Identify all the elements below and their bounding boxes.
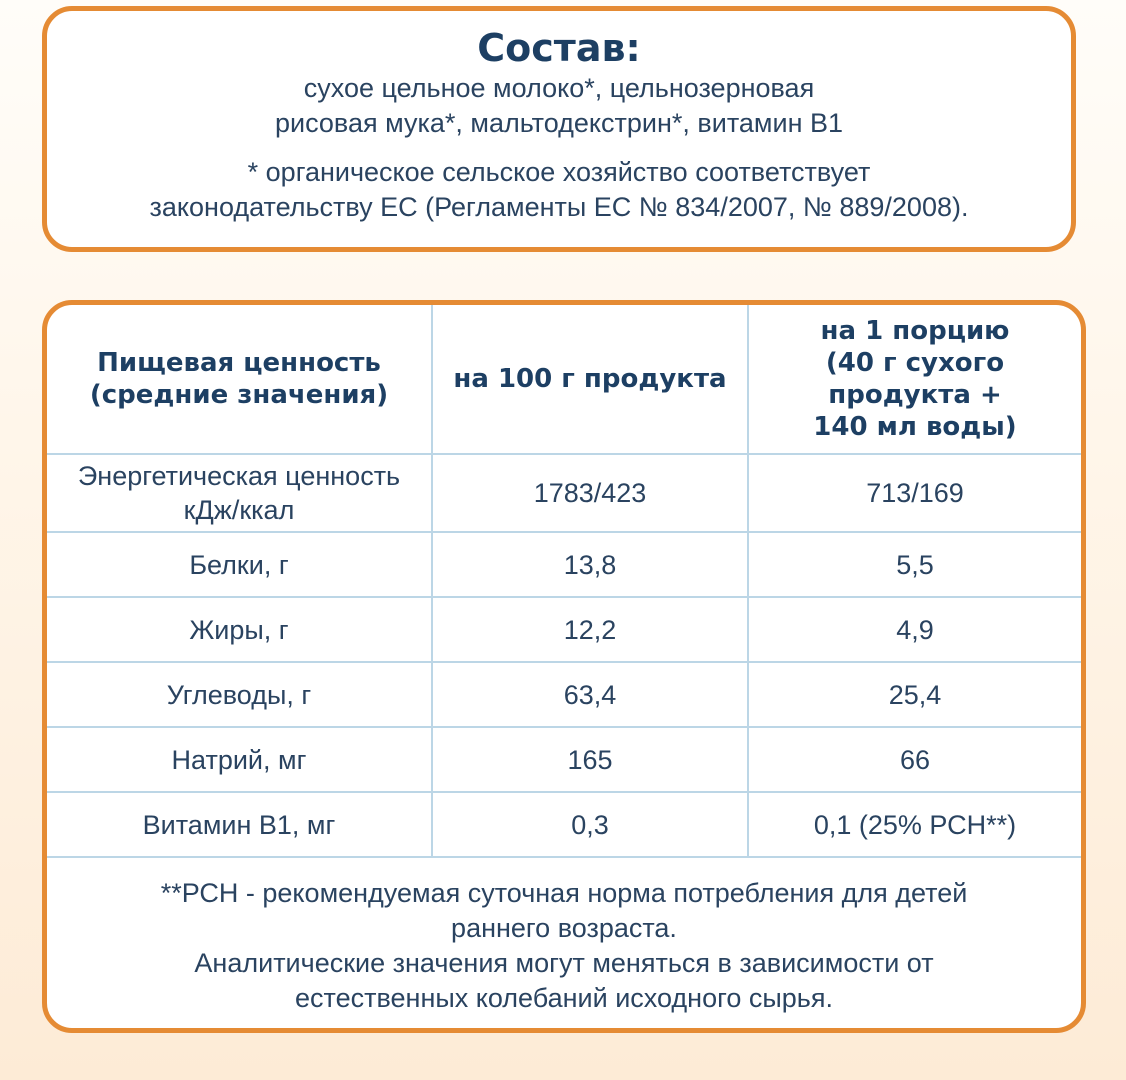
table-row-vitamin-b1 bbox=[47, 792, 1081, 857]
header-nutrition-value-line-1: Пищевая ценность bbox=[97, 348, 381, 378]
header-nutrition-value bbox=[47, 305, 432, 454]
table-row-carbohydrates bbox=[47, 662, 1081, 727]
nutrition-footnote bbox=[47, 858, 1081, 1016]
composition-note-line-1: * органическое сельское хозяйство соответствует bbox=[247, 157, 871, 187]
value-per-portion: 4,9 bbox=[748, 597, 1081, 662]
table-row-protein bbox=[47, 532, 1081, 597]
header-per-portion-line-2: (40 г сухого bbox=[825, 348, 1005, 378]
header-per-100g: на 100 г продукта bbox=[432, 305, 748, 454]
nutrition-header-row bbox=[47, 305, 1081, 454]
value-per-portion: 25,4 bbox=[748, 662, 1081, 727]
value-per-100g: 1783/423 bbox=[432, 454, 748, 532]
table-row-sodium bbox=[47, 727, 1081, 792]
value-per-portion: 5,5 bbox=[748, 532, 1081, 597]
row-label: Натрий, мг bbox=[47, 727, 432, 792]
composition-text-line-1: сухое цельное молоко*, цельнозерновая bbox=[303, 73, 815, 103]
row-label bbox=[47, 454, 432, 532]
footnote-line-3: Аналитические значения могут меняться в зависимости от bbox=[194, 948, 934, 978]
header-per-portion-line-1: на 1 порцию bbox=[820, 316, 1010, 346]
row-label: Углеводы, г bbox=[47, 662, 432, 727]
value-per-100g: 0,3 bbox=[432, 792, 748, 857]
footnote-line-2: раннего возраста. bbox=[451, 913, 677, 943]
header-nutrition-value-line-2: (средние значения) bbox=[89, 380, 389, 410]
row-label: Белки, г bbox=[47, 532, 432, 597]
value-per-portion: 0,1 (25% РСН**) bbox=[748, 792, 1081, 857]
value-per-100g: 63,4 bbox=[432, 662, 748, 727]
header-per-portion-line-4: 140 мл воды) bbox=[813, 412, 1017, 442]
row-label-line-1: Энергетическая ценность bbox=[77, 461, 401, 491]
value-per-100g: 165 bbox=[432, 727, 748, 792]
value-per-portion: 66 bbox=[748, 727, 1081, 792]
nutrition-card bbox=[42, 300, 1086, 1033]
header-per-portion-line-3: продукта + bbox=[828, 380, 1002, 410]
table-row-fat bbox=[47, 597, 1081, 662]
composition-card bbox=[42, 6, 1076, 252]
nutrition-table bbox=[47, 305, 1081, 858]
composition-text-line-2: рисовая мука*, мальтодекстрин*, витамин В1 bbox=[274, 108, 844, 138]
composition-note-line-2: законодательству ЕС (Регламенты ЕС № 834/2007, № 889/2008). bbox=[149, 192, 969, 222]
footnote-line-4: естественных колебаний исходного сырья. bbox=[295, 983, 833, 1013]
row-label-line-2: кДж/ккал bbox=[183, 495, 295, 525]
value-per-100g: 12,2 bbox=[432, 597, 748, 662]
composition-title: Состав: bbox=[477, 26, 641, 70]
table-row-energy bbox=[47, 454, 1081, 532]
value-per-portion: 713/169 bbox=[748, 454, 1081, 532]
row-label: Витамин В1, мг bbox=[47, 792, 432, 857]
header-per-portion bbox=[748, 305, 1081, 454]
row-label: Жиры, г bbox=[47, 597, 432, 662]
footnote-line-1: **РСН - рекомендуемая суточная норма потребления для детей bbox=[160, 878, 968, 908]
value-per-100g: 13,8 bbox=[432, 532, 748, 597]
